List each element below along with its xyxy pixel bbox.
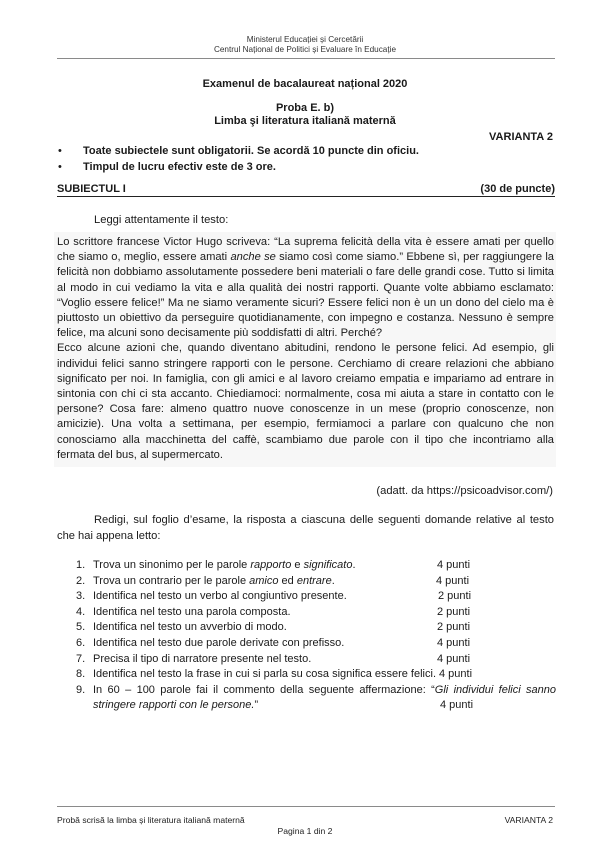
question-points: 4 punti <box>439 668 473 681</box>
section-heading <box>57 183 555 197</box>
question-item <box>76 620 556 636</box>
question-text: Trova un sinonimo per le parole rapporto e significato. <box>93 559 356 571</box>
subject-name: Limba şi literatura italiană maternă <box>214 115 396 127</box>
question-number: 5. <box>76 621 86 634</box>
question-points: 4 punti <box>437 652 471 665</box>
question-text: In 60 – 100 parole fai il commento della seguente affermazione: “Gli individui felici sanno <box>93 683 556 696</box>
rule-item <box>58 143 558 159</box>
footer-rule <box>57 806 555 807</box>
header-rule <box>57 58 555 59</box>
question-number: 9. <box>76 683 86 696</box>
question-item <box>76 667 556 683</box>
question-points: 4 punti <box>437 636 471 649</box>
section-title: SUBIECTUL I <box>57 183 126 195</box>
passage-paragraph-2: Ecco alcune azioni che, quando diventano abitudini, rendono le persone felici. Ad esempio, gli individui felici sanno stringere rapporti con le persone. Cerchiamo di creare relazioni che abbiano significato per noi. In famiglia, con gli amici e al lavoro creiamo empatia e impariamo ad entrare in sintonia con chi ci sta accanto. Chiediamoci: normalmente, cosa mi aiuta a stare in contatto con le persone? Cosa fare: almeno quattro nuove conoscenze in un mese (proprio conoscenze, non amicizie). Una volta a settimana, per esempio, fermiamoci a parlare con qualcuno che non conosciamo alla macchinetta del caffè, scambiamo due parole con il tipo che incontriamo alla fermata del bus, al supermercato. <box>57 342 554 461</box>
exam-title: Examenul de bacalaureat național 2020 <box>202 78 408 90</box>
answer-instructions: Redigi, sul foglio d’esame, la risposta a ciascuna delle seguenti domande relative al testo che hai appena letto: <box>57 514 554 542</box>
question-item <box>76 636 556 652</box>
question-points: 4 punti <box>437 559 471 571</box>
footer-exam-label: Probă scrisă la limba și literatura italiană maternă <box>57 815 245 825</box>
question-number: 4. <box>76 605 86 618</box>
question-text: Identifica nel testo un avverbio di modo. <box>93 621 287 634</box>
center-name: Centrul Național de Politici și Evaluare în Educație <box>213 45 397 54</box>
rules-list <box>58 143 558 175</box>
question-text: Precisa il tipo di narratore presente nel testo. <box>93 652 312 665</box>
question-item <box>76 652 556 668</box>
question-points: 2 punti <box>437 621 471 634</box>
question-number: 6. <box>76 636 86 649</box>
questions-list <box>76 558 556 714</box>
passage-paragraph-1: Lo scrittore francese Victor Hugo scriveva: “La suprema felicità della vita è essere amati per quello che siamo o, meglio, essere amati anche se siamo così come siamo.” Ebbene sì, per raggiungere la felicità non dobbiamo assolutamente possedere beni materiali o fare delle grandi cose. Tutto si limita al modo in cui vediamo la vita e alla qualità dei nostri rapporti. Quante volte abbiamo esclamato: “Voglio essere felice!” Ma ne siamo veramente sicuri? Essere felici non è un un dono del cielo ma è piuttosto un obiettivo da perseguire quotidianamente, con impegno e costanza. Nessuno è sempre felice, ma alcuni sono decisamente più soddisfatti di altri. Perché? <box>57 236 554 340</box>
rule-text: Toate subiectele sunt obligatorii. Se acordă 10 puncte din oficiu. <box>83 145 419 157</box>
italic-emphasis: anche se <box>230 251 276 264</box>
question-number: 3. <box>76 590 86 603</box>
question-text: Trova un contrario per le parole amico ed entrare. <box>93 574 335 587</box>
question-points: 2 punti <box>437 605 471 618</box>
question-points: 4 punti <box>440 699 474 712</box>
question-item <box>76 605 556 621</box>
source-citation: (adatt. da https://psicoadvisor.com/) <box>376 485 553 497</box>
question-text: Identifica nel testo una parola composta. <box>93 605 291 618</box>
question-item <box>76 683 556 699</box>
section-points: (30 de puncte) <box>480 183 555 195</box>
question-item <box>76 574 556 590</box>
question-item <box>76 589 556 605</box>
question-text: Identifica nel testo la frase in cui si parla su cosa significa essere felici. <box>93 668 436 681</box>
bullet-icon: • <box>58 145 62 157</box>
page-number: Pagina 1 din 2 <box>277 826 333 836</box>
proba-label: Proba E. b) <box>275 102 335 114</box>
question-points: 4 punti <box>436 574 470 587</box>
variant-label: VARIANTA 2 <box>489 131 553 143</box>
question-text: stringere rapporti con le persone.” <box>93 699 259 712</box>
question-number: 8. <box>76 668 86 681</box>
reading-instruction: Leggi attentamente il testo: <box>94 214 229 226</box>
bullet-icon: • <box>58 161 62 173</box>
rule-item <box>58 159 558 175</box>
rule-text: Timpul de lucru efectiv este de 3 ore. <box>83 161 276 173</box>
question-item <box>76 558 556 574</box>
question-text: Identifica nel testo due parole derivate con prefisso. <box>93 636 345 649</box>
question-number: 7. <box>76 652 86 665</box>
question-text: Identifica nel testo un verbo al congiuntivo presente. <box>93 590 347 603</box>
question-item-continuation <box>76 698 556 714</box>
question-points: 2 punti <box>438 590 472 603</box>
reading-passage <box>57 235 554 463</box>
footer-variant: VARIANTA 2 <box>504 815 553 825</box>
question-number: 1. <box>76 559 86 571</box>
ministry-name: Ministerul Educației și Cercetării <box>246 35 364 44</box>
question-number: 2. <box>76 574 86 587</box>
